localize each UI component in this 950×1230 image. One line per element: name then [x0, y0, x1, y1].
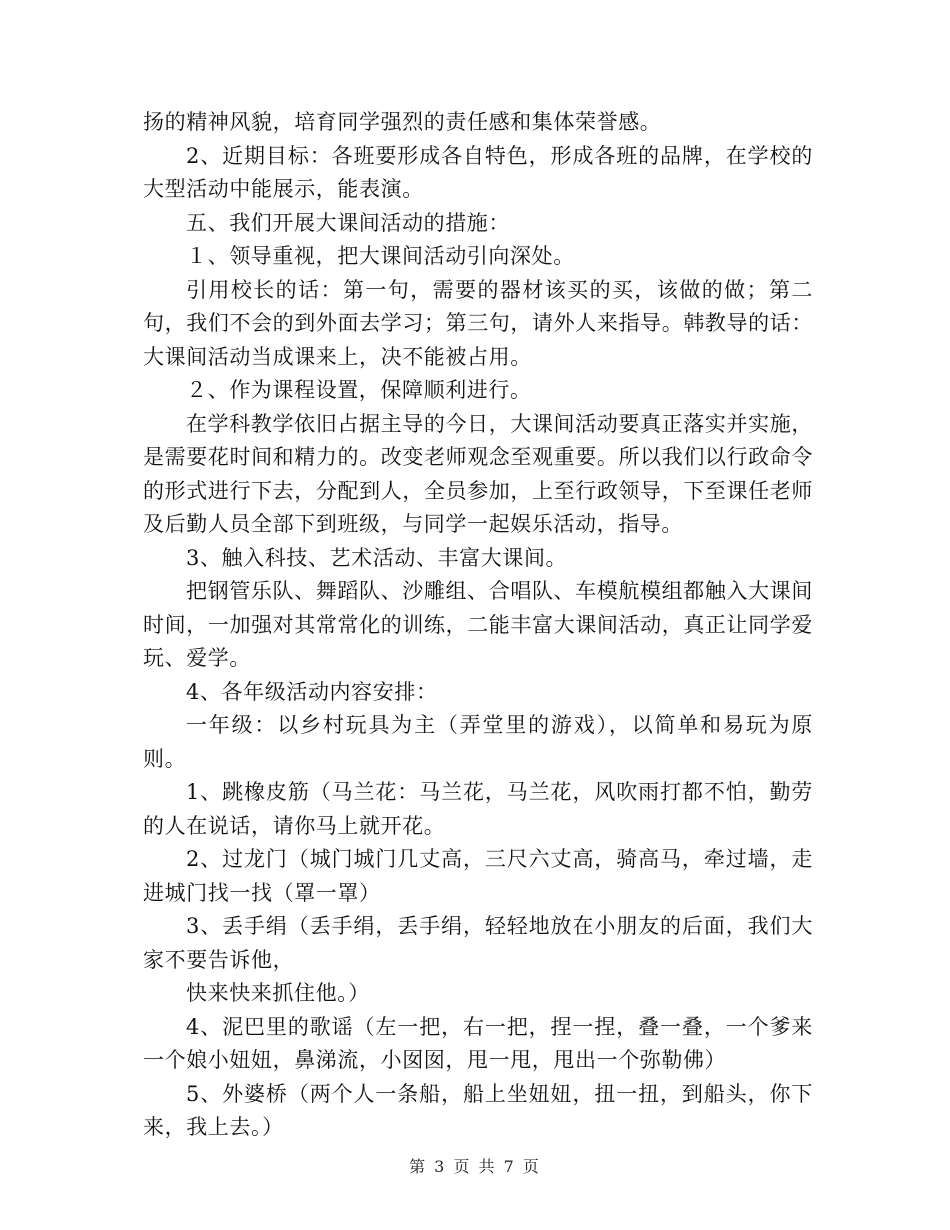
paragraph: ２、作为课程设置，保障顺利进行。	[186, 378, 532, 402]
paragraph: 一年级：以乡村玩具为主（弄堂里的游戏），以简单和易玩为原则。	[143, 713, 813, 771]
section-heading: 五、我们开展大课间活动的措施：	[186, 210, 510, 235]
list-item: 2、过龙门（城门城门几丈高，三尺六丈高，骑高马，牵过墙，走进城门找一找（罩一罩）	[143, 847, 813, 905]
paragraph: 引用校长的话：第一句，需要的器材该买的买，该做的做；第二句，我们不会的到外面去学习；第三句，请外人来指导。韩教导的话：大课间活动当成课来上，决不能被占用。	[143, 277, 813, 369]
paragraph: 把钢管乐队、舞蹈队、沙雕组、合唱队、车模航模组都触入大课间时间，一加强对其常常化的训练，二能丰富大课间活动，真正让同学爱玩、爱学。	[143, 579, 813, 670]
paragraph: 快来快来抓住他。）	[186, 981, 370, 1005]
page-footer: 第 3 页 共 7 页	[409, 1157, 541, 1176]
paragraph: 扬的精神风貌，培育同学强烈的责任感和集体荣誉感。	[143, 110, 662, 134]
paragraph: 4、各年级活动内容安排：	[186, 679, 438, 704]
document-body	[143, 106, 813, 1145]
list-item: 4、泥巴里的歌谣（左一把，右一把，捏一捏，叠一叠，一个爹来一个娘小妞妞，鼻涕流，小囡囡，甩一甩，甩出一个弥勒佛）	[143, 1014, 813, 1072]
paragraph: 在学科教学依旧占据主导的今日，大课间活动要真正落实并实施，是需要花时间和精力的。改变老师观念至观重要。所以我们以行政命令的形式进行下去，分配到人，全员参加，上至行政领导，下至课任老师及后勤人员全部下到班级，与同学一起娱乐活动，指导。	[143, 411, 813, 536]
list-item: 1、跳橡皮筋（马兰花：马兰花，马兰花，风吹雨打都不怕，勤劳的人在说话，请你马上就开花。	[143, 780, 813, 838]
list-item: 5、外婆桥（两个人一条船，船上坐妞妞，扭一扭，到船头，你下来，我上去。）	[143, 1081, 813, 1139]
list-item: 3、丢手绢（丢手绢，丢手绢，轻轻地放在小朋友的后面，我们大家不要告诉他，	[143, 914, 813, 972]
paragraph: 2、近期目标：各班要形成各自特色，形成各班的品牌，在学校的大型活动中能展示，能表演。	[143, 143, 813, 201]
paragraph: 3、触入科技、艺术活动、丰富大课间。	[186, 545, 568, 570]
paragraph: １、领导重视，把大课间活动引向深处。	[186, 244, 575, 268]
